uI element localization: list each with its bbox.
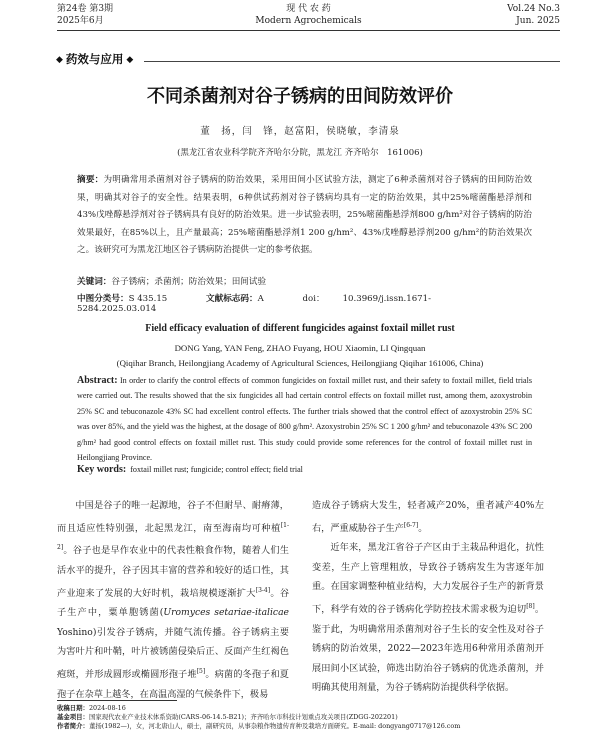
body-text: 造成谷子锈病大发生，轻者减产20%，重者减产40%左右，严重威胁谷子生产 xyxy=(312,500,544,534)
footnote-label: 收稿日期： xyxy=(57,704,89,712)
body-text: 。谷子也是早作农业中的代表性粮食作物，随着人们生活水平的提升，谷子因其丰富的营养和较好的适口性，其产业迎来了发展的大好时机，栽培规模逐渐扩大 xyxy=(57,545,289,599)
abstract-zh-text: 为明确常用杀菌剂对谷子锈病的防治效果，采用田间小区试验方法，测定了6种杀菌剂对谷子锈病的田间防治效果，明确其对谷子的安全性。结果表明，6种供试药剂对谷子锈病均具有一定的防治效果，其中25%嘧菌酯悬浮剂和43%戊唑醇悬浮剂对谷子锈病具有良好的防治效果。进一步试验表明，25%嘧菌酯悬浮剂800 g/hm²对谷子锈病的防治效果最好，在85%以上，且产量最高；25%嘧菌酯悬浮剂1 200 g/hm²、43%戊唑醇悬浮剂200 g/hm²的防治效果次之。该研究可为黑龙江地区谷子锈病防治提供一定的参考依据。 xyxy=(77,175,532,255)
citation[interactable]: [6-7] xyxy=(403,521,419,529)
body-text: 近年来，黑龙江省谷子产区由于主栽品种退化，抗性变差，生产上管理粗放，导致谷子锈病发生为害逐年加重。在国家调整种植业结构，大力发展谷子生产的新背景下，科学有效的谷子锈病化学防控技术需求极为迫切 xyxy=(312,542,544,616)
body-text: 。 xyxy=(418,522,428,534)
footnote-label: 作者简介： xyxy=(57,722,89,730)
clc-value: S 435.15 xyxy=(128,294,168,304)
abstract-en-label: Abstract: xyxy=(77,375,118,386)
body-column-left xyxy=(57,496,289,704)
footnote-fund xyxy=(57,713,560,722)
diamond-icon: ◆ xyxy=(56,55,63,65)
body-text: 。谷子生产中，粟单胞锈菌( xyxy=(57,587,290,619)
citation[interactable]: [3-4] xyxy=(255,586,271,594)
header-volume-en xyxy=(507,3,560,27)
body-paragraph xyxy=(312,496,544,538)
species-name: Uromyces setariae-italicae xyxy=(163,607,289,619)
header-date-en: Jun. 2025 xyxy=(516,16,560,26)
header-journal xyxy=(57,3,560,27)
doc-label: 文献标志码： xyxy=(206,294,258,304)
keywords-en-label: Key words: xyxy=(77,464,127,475)
keywords-en-text: foxtail millet rust; fungicide; control effect; field trial xyxy=(130,465,303,474)
header-vol-no: Vol.24 No.3 xyxy=(507,4,560,14)
header-date-zh: 2025年6月 xyxy=(57,16,104,26)
footnote-text: 2024-08-16 xyxy=(88,704,126,712)
body-paragraph xyxy=(57,496,289,704)
body-text: 。鉴于此，为明确常用杀菌剂对谷子生长的安全性及对谷子锈病的防治效果，2022—2023年选用6种常用杀菌剂开展田间小区试验，筛选出防治谷子锈病的优选杀菌剂，并明确其使用剂量，为谷子锈病防治提供科学依据。 xyxy=(312,604,544,694)
abstract-zh xyxy=(77,172,532,260)
footnote-received xyxy=(57,704,560,713)
article-title-zh: 不同杀菌剂对谷子锈病的田间防效评价 xyxy=(147,86,453,107)
clc-number xyxy=(77,294,185,304)
section-tag xyxy=(45,50,144,68)
footnote-author xyxy=(57,722,560,731)
clc-label: 中图分类号： xyxy=(77,294,129,304)
doi-label: doi： xyxy=(302,294,325,304)
doc-value: A xyxy=(257,294,264,304)
abstract-en xyxy=(77,373,532,465)
body-text: 。病菌的冬孢子和夏孢子在杂草上越冬，在高温高湿的气候条件下，极易 xyxy=(57,669,289,700)
header-journal-zh: 现 代 农 药 xyxy=(286,4,331,14)
doi-value[interactable]: 10.3969/j.issn.1671-5284.2025.03.014 xyxy=(77,294,432,314)
header-divider xyxy=(57,30,560,31)
body-text: Yoshino)引发谷子锈病，并随气流传播。谷子锈病主要为害叶片和叶鞘，叶片被锈菌侵染后正、反面产生红褐色疱斑，并形成圆形或椭圆形孢子堆 xyxy=(57,626,289,680)
footnote-divider xyxy=(57,700,177,701)
running-header xyxy=(57,3,560,29)
footnote-label: 基金项目： xyxy=(57,713,89,721)
authors-zh: 董 扬，闫 锋，赵富阳，侯晓敏，李清泉 xyxy=(200,126,400,137)
body-paragraph xyxy=(312,538,544,698)
section-label: 药效与应用 xyxy=(65,52,124,66)
document-code xyxy=(206,294,282,304)
affiliation-en: (Qiqihar Branch, Heilongjiang Academy of Agricultural Sciences, Heilongjiang Qiqihar 161006, China) xyxy=(116,358,484,368)
citation[interactable]: [1-2] xyxy=(57,521,289,552)
authors-en: DONG Yang, YAN Feng, ZHAO Fuyang, HOU Xiaomin, LI Qingquan xyxy=(174,343,426,353)
classification-row xyxy=(77,292,532,314)
keywords-zh-text: 谷子锈病；杀菌剂；防治效果；田间试验 xyxy=(111,277,267,287)
keywords-zh xyxy=(77,275,532,287)
citation[interactable]: [5] xyxy=(196,667,206,675)
abstract-en-text: In order to clarify the control effects of common fungicides on foxtail millet rust, and their safety to foxtail millet, field trials were carried out. The results showed that the six fungicides all had certain control effects on foxtail millet rust, among them, azoxystrobin 25% SC and tebuconazole 43% SC had excellent control effects. The further trials showed that the control effect of azoxystrobin 25% SC was over 85%, and the yield was the highest, at the dosage of 800 g/hm². Azoxystrobin 25% SC 1 200 g/hm² and tebuconazole 43% SC 200 g/hm² had good control effects on foxtail millet rust. This study could provide some references for the control of foxtail millet rust in Heilongjiang Province. xyxy=(77,376,532,463)
header-journal-en: Modern Agrochemicals xyxy=(255,16,362,26)
footnote-text: 董扬(1982—)，女，河北唐山人，硕士，副研究员，从事杂粮作物遗传育种及栽培方面研究。E-mail: dongyang0717@126.com xyxy=(88,722,461,730)
article-title-en: Field efficacy evaluation of different fungicides against foxtail millet rust xyxy=(145,323,455,334)
body-column-right xyxy=(312,496,544,698)
header-volume-issue: 第24卷 第3期 xyxy=(57,4,114,14)
abstract-zh-label: 摘要： xyxy=(77,175,104,185)
keywords-en xyxy=(77,464,532,475)
footnote-text: 国家现代农业产业技术体系资助(CARS-06-14.5-B21)；齐齐哈尔市科技计划重点攻关项目(ZDGG-202201) xyxy=(88,713,398,721)
keywords-zh-label: 关键词： xyxy=(77,277,112,287)
citation[interactable]: [8] xyxy=(526,603,535,611)
diamond-icon: ◆ xyxy=(126,55,134,65)
body-text: 中国是谷子的唯一起源地，谷子不但耐旱、耐瘠薄，而且适应性特别强，北起黑龙江，南至海南均可种植 xyxy=(57,500,289,534)
affiliation-zh: (黑龙江省农业科学院齐齐哈尔分院，黑龙江 齐齐哈尔 161006) xyxy=(177,148,423,158)
